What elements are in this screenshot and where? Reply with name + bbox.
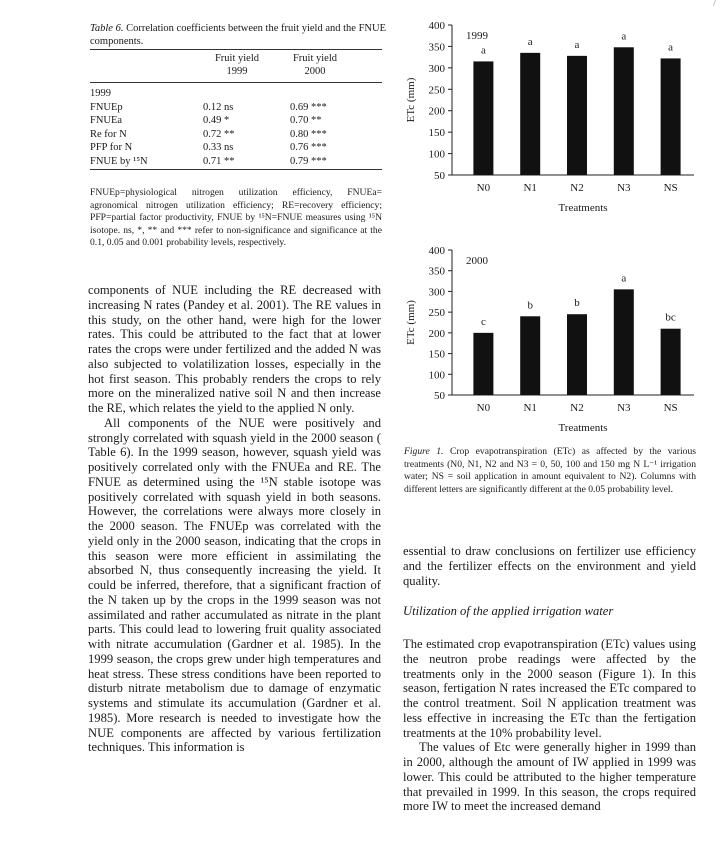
x-tick-label: N3 [617, 402, 631, 414]
x-tick-label: N2 [570, 402, 584, 414]
table-bottom-rule [90, 169, 382, 170]
bar-letter: a [621, 272, 627, 285]
y-tick-label: 300 [428, 62, 445, 75]
bar-letter: a [527, 35, 533, 48]
table-cell-2000: 0.70 ** [290, 115, 322, 127]
table-row-label: FNUE by ¹⁵N [90, 156, 148, 167]
y-tick-label: 100 [428, 369, 445, 382]
bar-letter: a [621, 30, 627, 43]
table-cell-2000: 0.76 *** [290, 142, 327, 154]
y-axis-label: ETc (mm) [405, 300, 417, 345]
left-paragraph-1: components of NUE including the RE decreased with increasing N rates (Pandey et al. 2001). The RE values in this study, on the other hand, were high for the lower rates. This could be attributed to the fact that at lower rates the crops were under fertilized and the added N was also subjected to volatilization losses, especially in the hot first season. This probably renders the crops to rely more on the mineralized native soil N and then increase the RE, which relates the yield to the applied N only. [88, 283, 381, 415]
y-tick-label: 100 [428, 148, 445, 161]
bar-n0 [473, 333, 493, 395]
table-cell-2000: 0.69 *** [290, 101, 327, 113]
left-paragraph-2: All components of the NUE were positively and strongly correlated with squash yield in the 2000 season ( Table 6). In the 1999 season, however, squash yield was positively correlated only with the FNUEa and RE. The FNUE as determined using the ¹⁵N stable isotope was positively correlated with squash yield in both seasons. However, the correlations were always more closely in the 2000 season. The FNUEp was correlated with the yield only in the 2000 season, indicating that the crops in this season were more efficient in assimilating the absorbed N, thus consequently increasing the yield. It could be inferred, therefore, that a significant fraction of the N taken up by the crops in the 1999 season was not assimilated and rather accumulated as nitrate in the plant parts. This could lead to lowering fruit quality associated with nitrate accumulation (Gardner et al. 1985). In the 1999 season, the crops grew under high temperatures and heat stress. These stress conditions have been reported to disturb nitrate metabolism due to damage of enzymatic systems and stimulate its accumulation (Gardner et al. 1985). More research is needed to investigate how the NUE components are affected by various fertilization techniques. This information is [88, 415, 381, 755]
y-tick-label: 400 [428, 20, 445, 32]
bar-n2 [567, 56, 587, 175]
bar-n0 [473, 61, 493, 175]
x-tick-label: N1 [523, 182, 537, 194]
y-tick-label: 250 [428, 307, 445, 320]
bar-n1 [520, 53, 540, 175]
bar-letter: bc [665, 311, 676, 324]
figure-caption-text: Crop evapotranspiration (ETc) as affected by the various treatments (N0, N1, N2 and N3 = 0, 50, 100 and 150 mg N L⁻¹ irrigation water; NS = soil application in amount equivalent to N2). Columns with different letters are significantly different at the 0.05 probability level. [404, 446, 696, 495]
right-paragraph-3: The values of Etc were generally higher in 1999 than in 2000, although the amount of IW applied in 1999 was lower. This could be attributed to the higher temperature that prevailed in 1999. In this season, the crops required more IW to meet the increased demand [403, 740, 696, 814]
figure-caption-label: Figure 1. [404, 446, 444, 457]
bar-n2 [567, 314, 587, 395]
x-tick-label: NS [663, 182, 678, 194]
table-cell-2000: 0.79 *** [290, 156, 327, 167]
left-column-text [88, 283, 381, 755]
bar-letter: c [480, 315, 486, 328]
table-caption [90, 22, 390, 48]
y-axis-label: ETc (mm) [405, 77, 417, 123]
table-row-label: FNUEp [90, 101, 123, 113]
page-mark: / [713, 0, 716, 9]
y-tick-label: 200 [428, 105, 445, 118]
y-tick-label: 50 [434, 170, 445, 182]
table-caption-text: Correlation coefficients between the fruit yield and the FNUE components. [90, 23, 386, 47]
y-tick-label: 50 [434, 390, 445, 402]
x-tick-label: N0 [476, 182, 491, 194]
bar-letter: a [574, 38, 580, 51]
y-tick-label: 150 [428, 348, 445, 361]
x-tick-label: N1 [523, 402, 537, 414]
table-row-label: PFP for N [90, 142, 133, 154]
right-column-text [403, 544, 696, 814]
x-tick-label: N0 [476, 402, 491, 414]
x-tick-label: NS [663, 402, 678, 414]
table-row [90, 87, 390, 101]
table-row-label: FNUEa [90, 115, 123, 127]
chart-etc-1999 [400, 15, 700, 225]
y-tick-label: 350 [428, 41, 445, 54]
bar-n3 [614, 47, 634, 175]
bar-n1 [520, 316, 540, 395]
table-cell-1999: 0.49 * [203, 115, 230, 127]
table-row [90, 141, 390, 155]
bar-letter: a [668, 41, 674, 54]
table-cell-2000: 0.80 *** [290, 128, 327, 140]
right-paragraph-2: The estimated crop evapotranspiration (ETc) values using the neutron probe readings were affected by the treatments only in the 2000 season (Figure 1). In this season, fertigation N rates increased the ETc compared to the control treatment. Soil N application treatment was less effective in increasing the ETc than the fertigation treatments at the 10% probability level. [403, 637, 696, 740]
table-cell-1999: 0.12 ns [203, 101, 234, 113]
table-top-rule [90, 49, 382, 50]
table-row [90, 155, 390, 169]
y-tick-label: 250 [428, 84, 445, 97]
x-tick-label: N2 [570, 182, 584, 194]
table-col-1999: Fruit yield 1999 [214, 53, 260, 77]
table-cell-1999: 0.33 ns [203, 142, 234, 154]
y-tick-label: 300 [428, 286, 445, 299]
y-tick-label: 350 [428, 265, 445, 278]
table-row [90, 128, 390, 142]
chart-etc-2000 [400, 240, 700, 445]
bar-letter: a [480, 44, 486, 57]
figure-caption [404, 446, 696, 496]
table-header-rule [90, 82, 382, 83]
table-row [90, 101, 390, 115]
bar-letter: b [574, 297, 580, 310]
section-heading: Utilization of the applied irrigation water [403, 604, 614, 619]
table-footnote: FNUEp=physiological nitrogen utilization efficiency, FNUEa= agronomical nitrogen utilization efficiency; RE=recovery efficiency; PFP=partial factor productivity, FNUE by ¹⁵N=FNUE measures using ¹⁵N isotope. ns, *, ** and *** refer to non-significance and significance at the 0.1, 0.05 and 0.001 probability levels, respectively. [90, 187, 382, 248]
x-axis-label: Treatments [558, 422, 608, 434]
x-axis-label: Treatments [558, 202, 608, 214]
table-cell-1999: 0.71 ** [203, 156, 235, 167]
table-row-label: Re for N [90, 128, 127, 140]
table-caption-label: Table 6. [90, 23, 124, 34]
x-tick-label: N3 [617, 182, 631, 194]
right-paragraph-1: essential to draw conclusions on fertilizer use efficiency and the fertilizer effects on the environment and yield quality. [403, 544, 696, 588]
bar-letter: b [527, 299, 533, 312]
bar-n3 [614, 289, 634, 395]
table-col-2000: Fruit yield 2000 [292, 53, 338, 77]
y-tick-label: 200 [428, 327, 445, 340]
y-tick-label: 400 [428, 245, 445, 257]
chart-year-label: 2000 [466, 255, 488, 267]
bar-ns [661, 329, 681, 395]
bar-ns [661, 58, 681, 175]
table-row-label: 1999 [90, 88, 111, 99]
table-cell-1999: 0.72 ** [203, 128, 235, 140]
y-tick-label: 150 [428, 127, 445, 140]
chart-year-label: 1999 [466, 30, 488, 42]
table-row [90, 114, 390, 128]
